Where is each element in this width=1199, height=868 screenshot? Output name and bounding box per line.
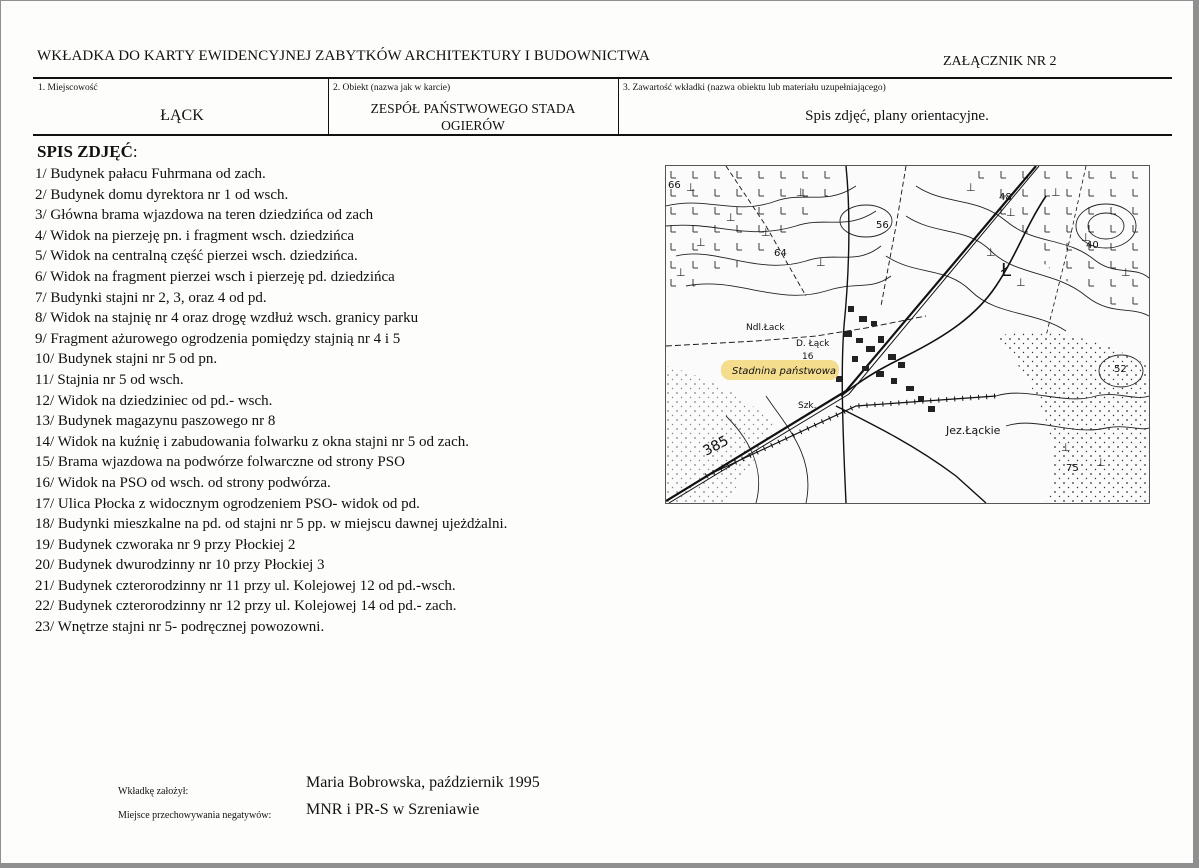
field-label-object: 2. Obiekt (nazwa jak w karcie) [333,83,451,93]
photo-list-item: 16/ Widok na PSO od wsch. od strony podwórza. [35,474,331,491]
map-label-66: 66 [668,180,681,191]
photo-list-item: 3/ Główna brama wjazdowa na teren dziedzińca od zach [35,207,374,224]
photo-list-item: 13/ Budynek magazynu paszowego nr 8 [35,413,276,430]
photo-list-item: 17/ Ulica Płocka z widocznym ogrodzeniem PSO- widok od pd. [35,495,420,512]
field-label-locality: 1. Miejscowość [38,83,98,93]
photo-list-item: 21/ Budynek czterorodzinny nr 11 przy ul. Kolejowej 12 od pd.-wsch. [35,577,456,594]
map-label-75: 75 [1066,463,1079,474]
photo-list-title-colon: : [132,142,138,161]
photo-list-item: 23/ Wnętrze stajni nr 5- podręcznej powozowni. [35,619,325,636]
svg-text:⊥: ⊥ [1081,231,1091,244]
svg-text:⊥: ⊥ [966,181,976,194]
svg-text:⊥: ⊥ [726,211,736,224]
photo-list-item: 11/ Stajnia nr 5 od wsch. [35,371,184,388]
svg-text:⊥: ⊥ [1121,266,1131,279]
map-label-52: 52 [1114,364,1127,375]
photo-list-item: 18/ Budynki mieszkalne na pd. od stajni nr 5 pp. w miejscu dawnej ujeżdżalni. [35,516,508,533]
document-title: WKŁADKA DO KARTY EWIDENCYJNEJ ZABYTKÓW ARCHITEKTURY I BUDOWNICTWA [37,48,650,64]
photo-list-item: 22/ Budynek czterorodzinny nr 12 przy ul. Kolejowej 14 od pd.- zach. [35,598,457,615]
photo-list [35,164,507,638]
photo-list-item: 8/ Widok na stajnię nr 4 oraz drogę wzdłuż wsch. granicy parku [35,310,419,327]
photo-list-item: 4/ Widok na pierzeję pn. i fragment wsch. dziedzińca [35,227,354,244]
map-label-road: 385 [700,432,732,460]
svg-text:⊥: ⊥ [796,186,806,199]
svg-text:⊥: ⊥ [1016,276,1026,289]
svg-text:⊥: ⊥ [686,181,696,194]
document-sheet [1,1,1193,863]
orientation-map [665,165,1150,504]
svg-text:⊥: ⊥ [676,266,686,279]
photo-list-item: 12/ Widok na dziedziniec od pd.- wsch. [35,392,273,409]
svg-text:⊥: ⊥ [761,226,771,239]
photo-list-item: 10/ Budynek stajni nr 5 od pn. [35,351,218,368]
photo-list-item: 19/ Budynek czworaka nr 9 przy Płockiej 2 [35,536,296,553]
map-label-lake: Jez.Łąckie [946,424,1001,437]
storage-label: Miejsce przechowywania negatywów: [118,810,272,821]
photo-list-item: 20/ Budynek dwurodzinny nr 10 przy Płockiej 3 [35,557,325,574]
svg-text:⊥: ⊥ [1006,206,1016,219]
founder-label: Wkładkę założył: [118,786,189,797]
photo-list-item: 2/ Budynek domu dyrektora nr 1 od wsch. [35,186,289,203]
map-label-school: Szk. [798,401,817,411]
field-label-content: 3. Zawartość wkładki (nazwa obiektu lub materiału uzupełniającego) [623,83,886,93]
table-divider-2 [618,78,619,134]
field-value-locality: ŁĄCK [160,107,204,124]
map-label-ndl: Ndl.Łack [746,323,785,333]
storage-value: MNR i PR-S w Szreniawie [306,801,480,818]
map-label-stud: Stadnina państwowa [732,366,837,377]
map-label-48: 48 [999,192,1012,203]
founder-value: Maria Bobrowska, październik 1995 [306,774,540,791]
photo-list-item: 9/ Fragment ażurowego ogrodzenia pomiędzy stajnią nr 4 i 5 [35,330,401,347]
map-label-village: D. Łąck [796,339,830,349]
photo-list-title-text: SPIS ZDJĘĆ [37,142,133,161]
photo-list-title [37,142,138,162]
table-divider-1 [328,78,329,134]
photo-list-item: 1/ Budynek pałacu Fuhrmana od zach. [35,166,266,182]
svg-text:⊥: ⊥ [816,256,826,269]
svg-text:⊥: ⊥ [1096,456,1106,469]
attachment-number: ZAŁĄCZNIK NR 2 [943,54,1057,69]
map-label-40: 40 [1086,240,1099,251]
photo-list-item: 15/ Brama wjazdowa na podwórze folwarczne od strony PSO [35,454,405,471]
svg-text:⊥: ⊥ [1061,441,1071,454]
field-value-object: ZESPÓŁ PAŃSTWOWEGO STADA OGIERÓW [370,101,576,133]
orientation-map-drawing [666,166,1149,503]
map-label-village-num: 16 [802,352,814,362]
map-label-56: 56 [876,220,889,231]
photo-list-item: 7/ Budynki stajni nr 2, 3, oraz 4 od pd. [35,289,267,306]
map-label-big-l: Ł [1001,260,1012,281]
photo-list-item: 6/ Widok na fragment pierzei wsch i pierzeję pd. dziedzińca [35,268,395,285]
svg-text:⊥: ⊥ [696,236,706,249]
map-label-64: 64 [774,248,787,259]
svg-text:⊥: ⊥ [1051,186,1061,199]
svg-text:⊥: ⊥ [986,246,996,259]
field-value-content: Spis zdjęć, plany orientacyjne. [805,108,989,124]
photo-list-item: 14/ Widok na kuźnię i zabudowania folwarku z okna stajni nr 5 od zach. [35,433,469,450]
table-rule-bottom [33,134,1172,136]
photo-list-item: 5/ Widok na centralną część pierzei wsch. dziedzińca. [35,248,358,265]
table-rule-top [33,77,1172,79]
